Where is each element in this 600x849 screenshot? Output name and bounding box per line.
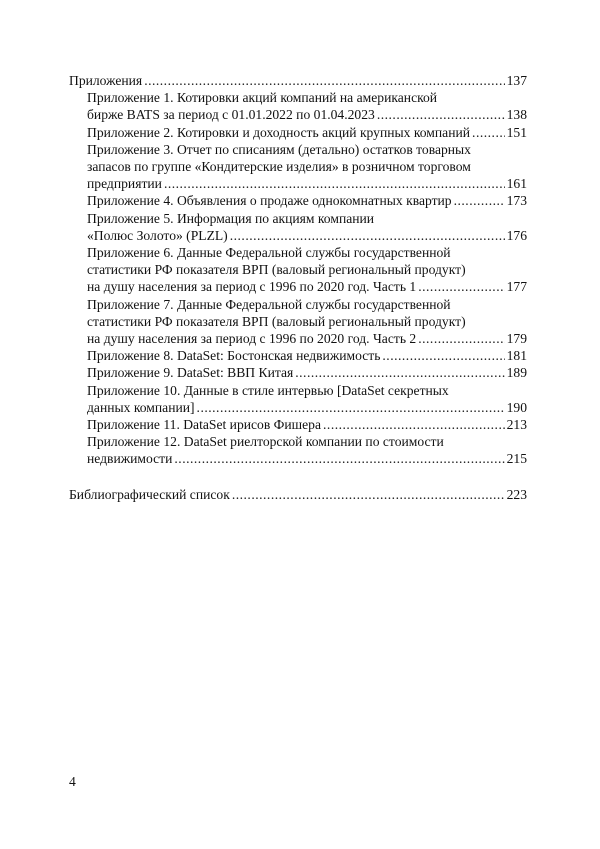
toc-entry-page: 179 [506,331,527,347]
toc-entry-label: данных компании] [87,399,195,415]
dot-leader [164,175,505,192]
toc-entry-page: 189 [506,365,527,381]
dot-leader [454,192,505,209]
toc-entry-page: 223 [506,486,527,502]
toc-entry-label: предприятии [87,176,162,192]
toc-entry-page: 177 [506,279,527,295]
toc-entry-page: 176 [506,227,527,243]
toc-entry-page: 215 [506,451,527,467]
toc-entry-line: статистики РФ показателя ВРП (валовый региональный продукт) [87,313,466,329]
toc-entry-label: на душу населения за период с 1996 по 2020 год. Часть 2 [87,331,417,347]
toc-entry-appendix-9[interactable] [69,364,527,381]
toc-entry-appendix-5[interactable] [69,210,527,244]
dot-leader [382,347,504,364]
toc-entry-page: 137 [506,73,527,88]
toc-appendix-list [69,89,527,467]
toc-entry-appendix-11[interactable] [69,416,527,433]
toc-entry-label: Приложение 2. Котировки и доходность акций крупных компаний [87,124,471,140]
toc-entry-appendix-1[interactable] [69,89,527,123]
dot-leader [230,227,505,244]
toc-entry-label: Библиографический список [69,486,230,502]
toc-entry-label: бирже BATS за период с 01.01.2022 по 01.04.2023 [87,107,375,123]
toc-entry-label: Приложение 9. DataSet: ВВП Китая [87,365,294,381]
dot-leader [197,399,505,416]
dot-leader [295,364,504,381]
toc-entry-page: 173 [506,193,527,209]
toc-entry-label: недвижимости [87,451,173,467]
toc-entry-line: Приложение 6. Данные Федеральной службы государственной [87,245,451,261]
toc-entry-label: Приложение 11. DataSet ирисов Фишера [87,417,322,433]
table-of-contents [69,72,527,503]
toc-entry-appendix-7[interactable] [69,296,527,348]
toc-entry-line: запасов по группе «Кондитерские изделия» в розничном торговом [87,159,471,175]
dot-leader [418,278,504,295]
toc-entry-label: Приложение 4. Объявления о продаже однокомнатных квартир [87,193,452,209]
toc-entry-appendix-8[interactable] [69,347,527,364]
toc-entry-label: на душу населения за период с 1996 по 2020 год. Часть 1 [87,279,417,295]
toc-entry-page: 213 [506,417,527,433]
toc-entry-label: Приложение 8. DataSet: Бостонская недвижимость [87,348,381,364]
dot-leader [323,416,505,433]
toc-entry-page: 190 [506,399,527,415]
toc-entry-line: Приложение 1. Котировки акций компаний на американской [87,90,438,106]
toc-entry-label: «Полюс Золото» (PLZL) [87,227,228,243]
toc-entry-page: 151 [506,124,527,140]
toc-entry-line: Приложение 3. Отчет по списаниям (детально) остатков товарных [87,141,471,157]
dot-leader [174,450,504,467]
page-number: 4 [69,774,76,789]
toc-entry-appendix-3[interactable] [69,141,527,193]
toc-entry-bibliography[interactable] [69,486,527,503]
toc-entry-line: Приложение 5. Информация по акциям компании [87,210,375,226]
toc-entry-page: 161 [506,176,527,192]
dot-leader [418,330,504,347]
toc-entry-page: 138 [506,107,527,123]
toc-entry-appendix-10[interactable] [69,382,527,416]
toc-entry-label: Приложения [69,73,143,88]
toc-entry-page: 181 [506,348,527,364]
toc-entry-line: Приложение 7. Данные Федеральной службы государственной [87,296,451,312]
toc-entry-appendices[interactable] [69,72,527,89]
dot-leader [144,72,504,89]
toc-entry-appendix-2[interactable] [69,124,527,141]
dot-leader [377,106,505,123]
toc-entry-appendix-6[interactable] [69,244,527,296]
toc-entry-appendix-12[interactable] [69,433,527,467]
toc-entry-appendix-4[interactable] [69,192,527,209]
dot-leader [472,124,505,141]
toc-entry-line: Приложение 12. DataSet риелторской компании по стоимости [87,434,444,450]
toc-entry-line: Приложение 10. Данные в стиле интервью [DataSet секретных [87,382,449,398]
toc-entry-line: статистики РФ показателя ВРП (валовый региональный продукт) [87,262,466,278]
dot-leader [232,486,505,503]
